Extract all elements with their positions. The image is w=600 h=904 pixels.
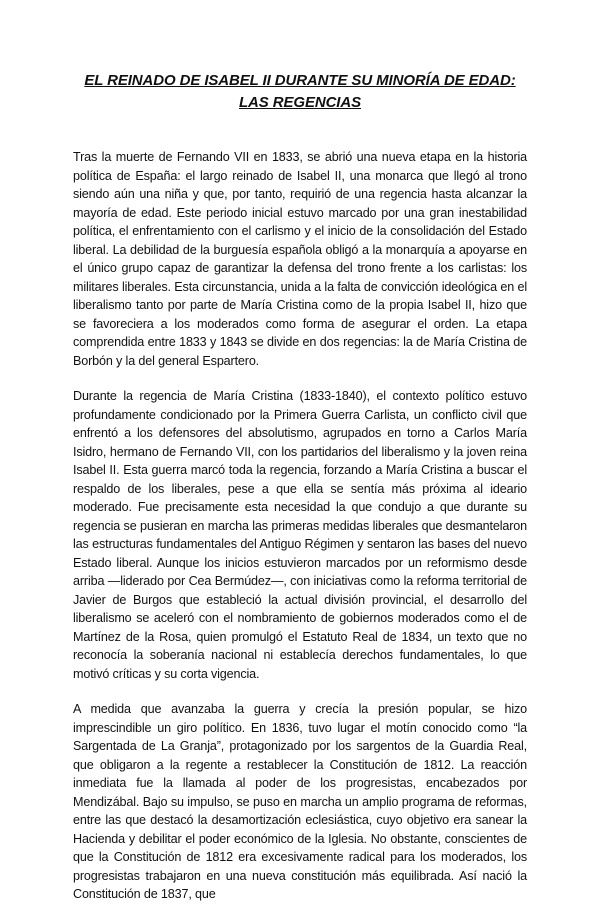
title-line-2: LAS REGENCIAS [238,94,362,111]
document-title [73,70,527,114]
paragraph-maria-cristina: Durante la regencia de María Cristina (1833-1840), el contexto político estuvo profundamente condicionado por la Primera Guerra Carlista, un conflicto civil que enfrentó a los defensores del absolutismo, agrupados en torno a Carlos María Isidro, hermano de Fernando VII, con los partidarios del liberalismo y la joven reina Isabel II. Esta guerra marcó toda la regencia, forzando a María Cristina a buscar el respaldo de los liberales, pese a que ella se sentía más próxima al ideario moderado. Fue precisamente esta necesidad la que condujo a que durante su regencia se pusieran en marcha las primeras medidas liberales que desmantelaron las estructuras fundamentales del Antiguo Régimen y sentaron las bases del nuevo Estado liberal. Aunque los inicios estuvieron marcados por un reformismo desde arriba —liderado por Cea Bermúdez—, con iniciativas como la reforma territorial de Javier de Burgos que estableció la actual división provincial, el desarrollo del liberalismo se aceleró con el nombramiento de gobiernos moderados como el de Martínez de la Rosa, quien promulgó el Estatuto Real de 1834, un texto que no reconocía la soberanía nacional ni establecía derechos fundamentales, lo que motivó críticas y su corta vigencia. [73,389,527,681]
paragraph-intro: Tras la muerte de Fernando VII en 1833, se abrió una nueva etapa en la historia política de España: el largo reinado de Isabel II, una monarca que llegó al trono siendo aún una niña y que, por tanto, requirió de una regencia hasta alcanzar la mayoría de edad. Este periodo inicial estuvo marcado por una gran inestabilidad política, el enfrentamiento con el carlismo y el inicio de la consolidación del Estado liberal. La debilidad de la burguesía española obligó a la monarquía a apoyarse en el único grupo capaz de garantizar la defensa del trono frente a los carlistas: los militares liberales. Esta circunstancia, unida a la falta de convicción ideológica en el liberalismo tanto por parte de María Cristina como de la propia Isabel II, hizo que se favoreciera a los moderados como forma de asegurar el orden. La etapa comprendida entre 1833 y 1843 se divide en dos regencias: la de María Cristina de Borbón y la del general Espartero. [73,150,527,368]
paragraph-sargentada: A medida que avanzaba la guerra y crecía la presión popular, se hizo imprescindible un giro político. En 1836, tuvo lugar el motín conocido como “la Sargentada de La Granja”, protagonizado por los sargentos de la Guardia Real, que obligaron a la regente a restablecer la Constitución de 1812. La reacción inmediata fue la llamada al poder de los progresistas, encabezados por Mendizábal. Bajo su impulso, se puso en marcha un amplio programa de reformas, entre las que destacó la desamortización eclesiástica, cuyo objetivo era sanear la Hacienda y debilitar el poder económico de la Iglesia. No obstante, conscientes de que la Constitución de 1812 era excesivamente radical para los moderados, los progresistas trabajaron en una nueva constitución más equilibrada. Así nació la Constitución de 1837, que [73,702,527,901]
title-line-1: EL REINADO DE ISABEL II DURANTE SU MINORÍA DE EDAD: [84,72,516,89]
